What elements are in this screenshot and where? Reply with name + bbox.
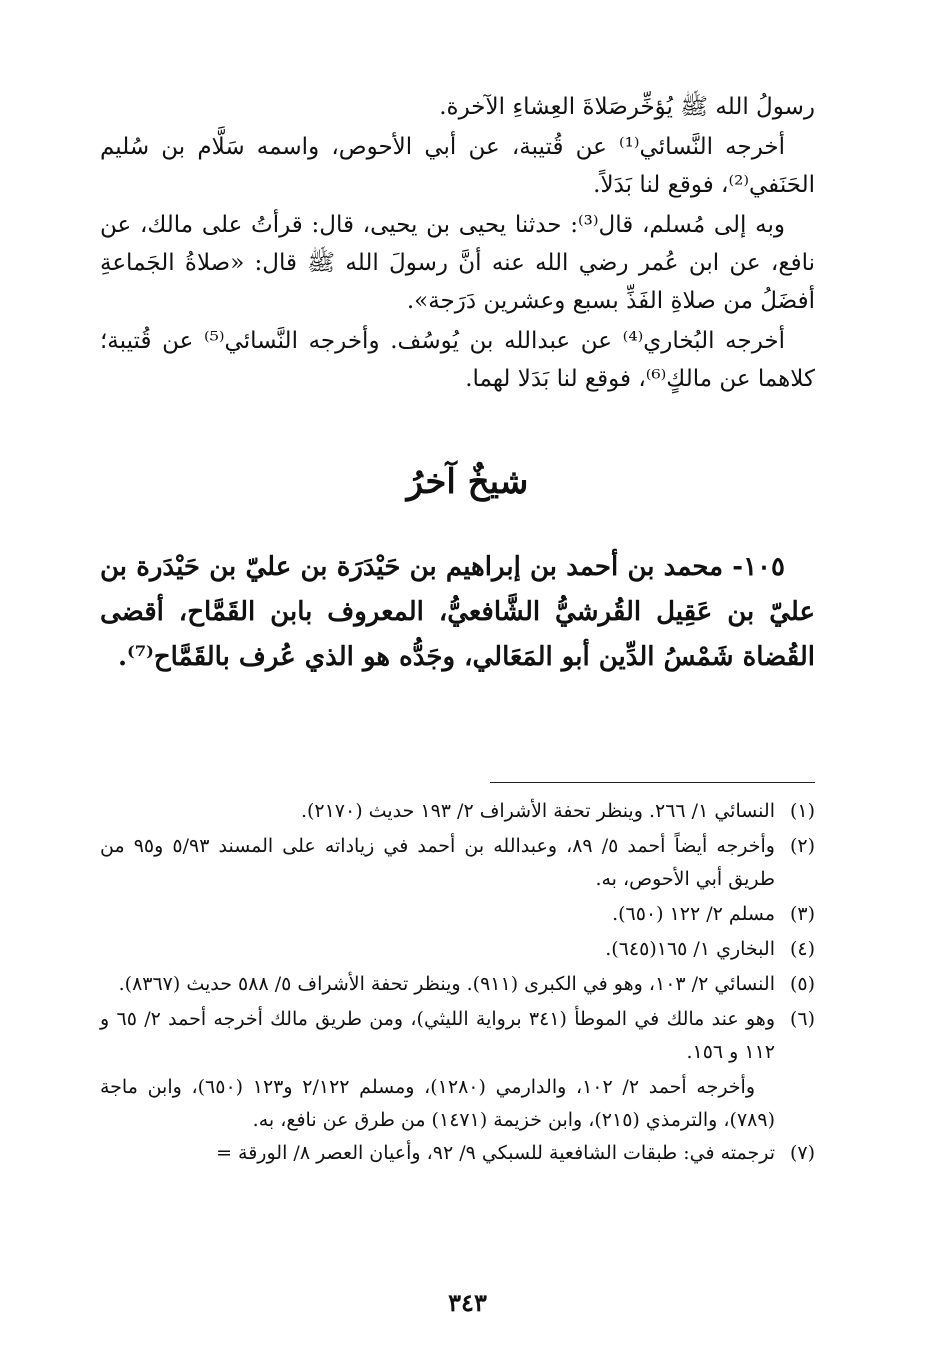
footnote-text: النسائي ١/ ٢٦٦. وينظر تحفة الأشراف ٢/ ١٩٣ حديث (٢١٧٠). <box>300 800 775 822</box>
footnote-6 <box>100 1003 815 1069</box>
footnote-divider <box>490 782 815 783</box>
footnote-1 <box>100 795 815 828</box>
paragraph-1: رسولُ الله ﷺ يُؤخِّرصَلاةَ العِشاءِ الآخرة. <box>439 94 815 120</box>
footnote-number: (٦) <box>789 1008 815 1030</box>
page-number: ٣٤٣ <box>448 1288 487 1317</box>
footnote-number: (٣) <box>789 903 815 925</box>
footnote-text: ترجمته في: طبقات الشافعية للسبكي ٩/ ٩٢، وأعيان العصر ٨/ الورقة = <box>216 1142 775 1164</box>
footnote-number: (٤) <box>789 938 815 960</box>
footnote-2 <box>100 830 815 896</box>
biography-entry <box>100 545 815 680</box>
footnote-number: (٥) <box>789 973 815 995</box>
paragraph-2: أخرجه النَّسائي⁽¹⁾ عن قُتيبة، عن أبي الأحوص، واسمه سَلَّام بن سُليم الحَنَفي⁽²⁾، فوقع لنا بَدَلاً. <box>100 134 815 198</box>
section-heading: شيخٌ آخرُ <box>406 462 529 502</box>
footnote-text: وأخرجه أيضاً أحمد ٥/ ٨٩، وعبدالله بن أحمد في زياداته على المسند ٥/٩٣ و٩٥ من طريق أبي الأحوص، به. <box>100 835 775 890</box>
footnote-number: (٢) <box>789 835 815 857</box>
footnote-text: وهو عند مالك في الموطأ (٣٤١ برواية الليثي)، ومن طريق مالك أخرجه أحمد ٢/ ٦٥ و ١١٢ و ١٥٦. <box>100 1008 775 1063</box>
footnote-5 <box>100 968 815 1001</box>
footnote-number: (١) <box>789 800 815 822</box>
footnote-number: (٧) <box>789 1142 815 1164</box>
paragraph-4: أخرجه البُخاري⁽⁴⁾ عن عبدالله بن يُوسُف. وأخرجه النَّسائي⁽⁵⁾ عن قُتيبة؛ كلاهما عن مالكٍ⁽⁶⁾، فوقع لنا بَدَلا لهما. <box>100 328 815 392</box>
footnote-text: البخاري ١/ ١٦٥(٦٤٥). <box>605 938 775 960</box>
paragraph-3: وبه إلى مُسلم، قال⁽³⁾: حدثنا يحيى بن يحيى، قال: قرأتُ على مالك، عن نافع، عن ابن عُمر رضي الله عنه أنَّ رسولَ الله ﷺ قال: «صلاةُ الجَماعةِ أفضَلُ من صلاةِ الفَذِّ بسبع وعشرين دَرَجة». <box>100 212 815 314</box>
footnote-text: النسائي ٢/ ١٠٣، وهو في الكبرى (٩١١). وينظر تحفة الأشراف ٥/ ٥٨٨ حديث (٨٣٦٧). <box>118 973 775 995</box>
footnotes <box>100 795 815 1172</box>
footnote-6-continuation: وأخرجه أحمد ٢/ ١٠٢، والدارمي (١٢٨٠)، ومسلم ٢/١٢٢ و١٢٣ (٦٥٠)، وابن ماجة (٧٨٩)، والترمذي (٢١٥)، وابن خزيمة (١٤٧١) من طرق عن نافع، به. <box>100 1076 775 1131</box>
footnote-7 <box>100 1137 815 1170</box>
body-text <box>100 88 815 400</box>
footnote-4 <box>100 933 815 966</box>
footnote-text: مسلم ٢/ ١٢٢ (٦٥٠). <box>612 903 775 925</box>
footnote-3 <box>100 898 815 931</box>
entry-text: ١٠٥- محمد بن أحمد بن إبراهيم بن حَيْدَرَة بن عليّ بن حَيْدَرة بن عليّ بن عَقِيل القُرشيُّ الشَّافعيُّ، المعروف بابن القَمَّاح، أقضى القُضاة شَمْسُ الدِّين أبو المَعَالي، وجَدُّه هو الذي عُرف بالقَمَّاح⁽⁷⁾. <box>100 552 815 672</box>
